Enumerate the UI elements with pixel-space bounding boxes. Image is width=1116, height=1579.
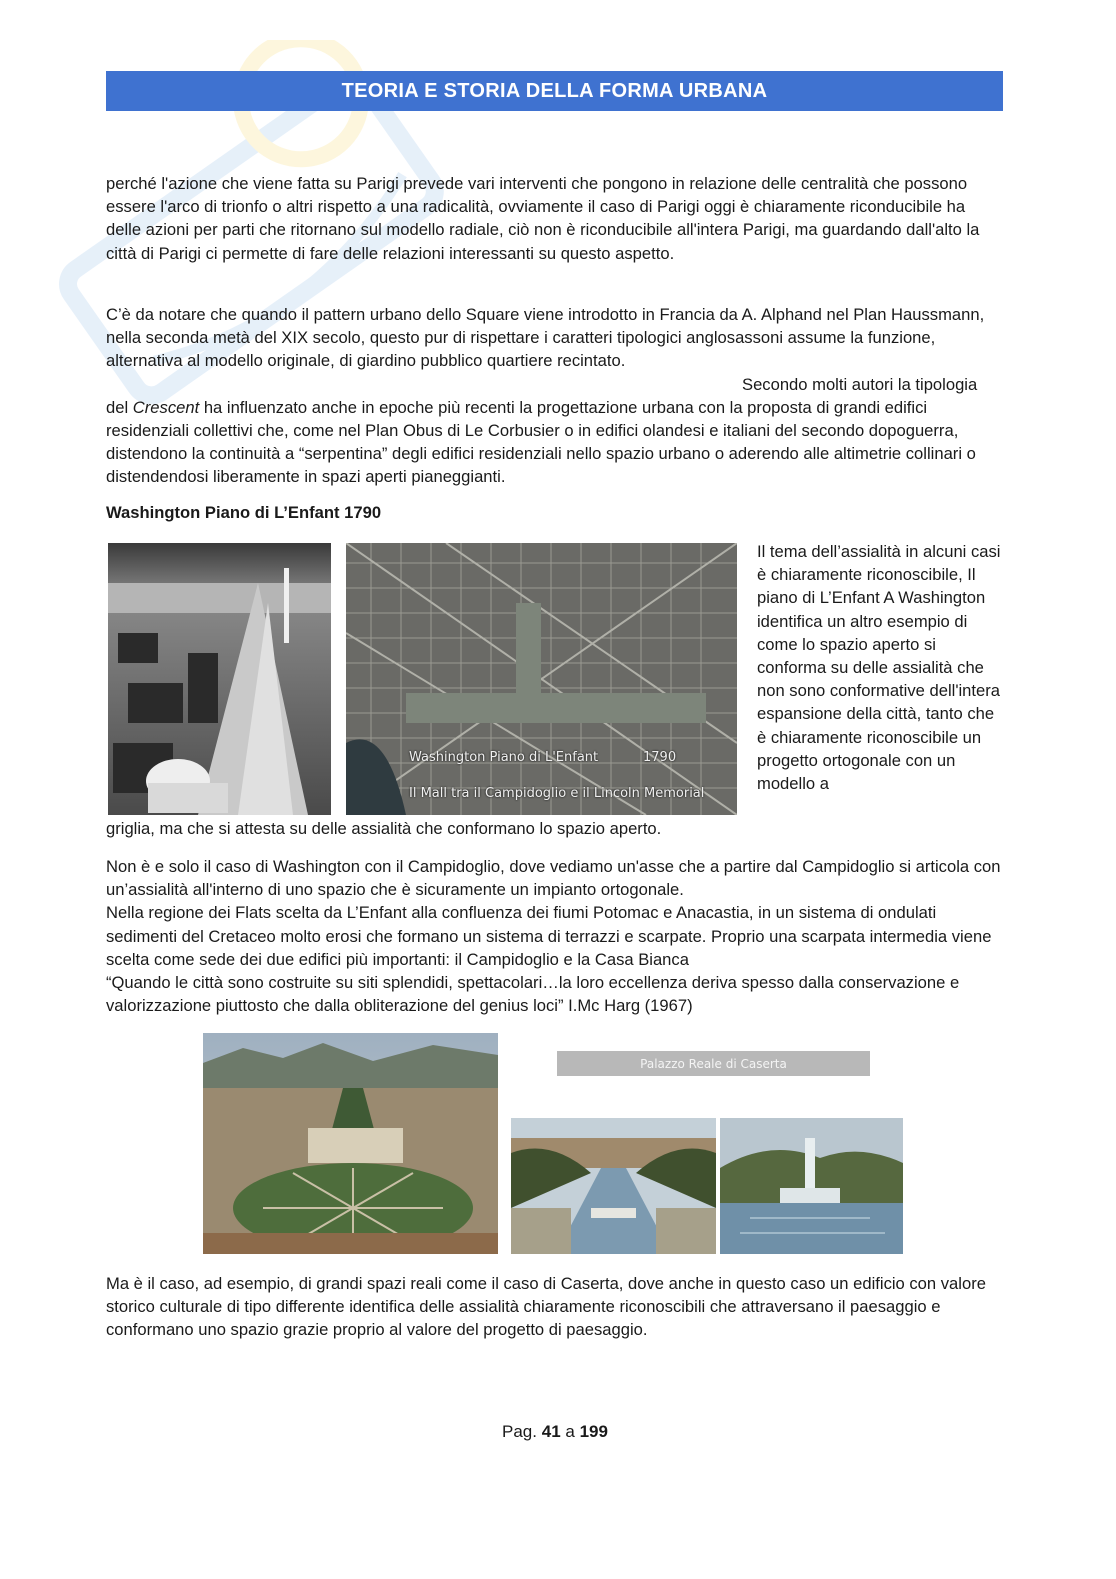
page-prefix: Pag.	[502, 1422, 537, 1441]
paragraph-crescent-lead: Secondo molti autori la tipologia del	[106, 374, 978, 417]
crescent-italic: Crescent	[132, 397, 200, 417]
washington-lenfant-map	[346, 543, 737, 815]
map-label-title: Washington Piano di L'Enfant	[409, 750, 599, 765]
caserta-aerial-photo	[203, 1033, 498, 1254]
header-bar	[106, 71, 1003, 111]
washington-aerial-photo	[108, 543, 331, 815]
paragraph-square-text: C’è da notare che quando il pattern urbano dello Square viene introdotto in Francia da A. Alphand nel Plan Haussmann, nella seconda metà del XIX secolo, questo pur di rispettare i caratteri tipologici anglosassoni assume la funzione, alternativa al modello originale, di giardino pubblico quartiere recintato.	[106, 305, 985, 371]
section-title-washington: Washington Piano di L’Enfant 1790	[106, 503, 382, 522]
caserta-caption: Palazzo Reale di Caserta	[557, 1051, 870, 1076]
map-label-year: 1790	[643, 750, 677, 765]
page-separator: a	[565, 1422, 575, 1441]
page-number	[0, 1422, 1110, 1442]
caserta-fountain-photo	[511, 1118, 716, 1254]
wrap-text-grid: griglia, ma che si attesta su delle assialità che conformano lo spazio aperto.	[106, 819, 662, 838]
map-label-mall: Il Mall tra il Campidoglio e il Lincoln Memorial	[409, 786, 705, 801]
paragraph-caserta: Ma è il caso, ad esempio, di grandi spazi reali come il caso di Caserta, dove anche in questo caso un edificio con valore storico culturale di tipo differente identifica delle assialità chiaramente riconoscibili che attraversano il paesaggio e conformano uno spazio grazie proprio al valore del progetto di paesaggio.	[106, 1274, 986, 1340]
caserta-cascade-photo	[720, 1118, 903, 1254]
paragraph-washington-quote: “Quando le città sono costruite su siti splendidi, spettacolari…la loro eccellenza deriva spesso dalla conservazione e valorizzazione piuttosto che dalla obliterazione del genius loci” I.Mc Harg (1967)	[106, 973, 960, 1016]
side-text-axiality: Il tema dell’assialità in alcuni casi è chiaramente riconoscibile, Il piano di L’Enfant A Washington identifica un altro esempio di come lo spazio aperto si conforma su delle assialità che non sono conformative dell'intera espansione della città, tanto che è chiaramente riconoscibile un progetto ortogonale con un modello a	[757, 542, 1001, 794]
paragraph-washington-line2: Nella regione dei Flats scelta da L’Enfant alla confluenza dei fiumi Potomac e Anacastia, in un sistema di ondulati sedimenti del Cretaceo molto erosi che formano un sistema di terrazzi e scarpate. Proprio una scarpata intermedia viene scelta come sede dei due edifici più importanti: il Campidoglio e la Casa Bianca	[106, 903, 992, 969]
paragraph-square-crescent	[106, 303, 1003, 489]
paragraph-washington	[106, 855, 1003, 1017]
page-total: 199	[579, 1422, 608, 1441]
paragraph-washington-line1: Non è e solo il caso di Washington con il Campidoglio, dove vediamo un'asse che a partire dal Campidoglio si articola con un’assialità all'interno di uno spazio che è sicuramente un impianto ortogonale.	[106, 857, 1001, 900]
page-current: 41	[541, 1422, 561, 1441]
paragraph-paris: perché l'azione che viene fatta su Parigi prevede vari interventi che pongono in relazione delle centralità che possono essere l'arco di trionfo o altri rispetto a una radicalità, ovviamente il caso di Parigi oggi è chiaramente riconducibile ha delle azioni per parti che ritornano sul modello radiale, ciò non è riconducibile all'intera Parigi, ma guardando dall'alto la città di Parigi ci permette di fare delle relazioni interessanti su questo aspetto.	[106, 174, 980, 263]
paragraph-crescent-text: ha influenzato anche in epoche più recenti la progettazione urbana con la proposta di grandi edifici residenziali collettivi che, come nel Plan Obus di Le Corbusier o in edifici olandesi e italiani del secondo dopoguerra, distendono la continuità a “serpentina” degli edifici residenziali nello spazio urbano o aderendo alle altimetrie collinari o distendendosi liberamente in spazi aperti pianeggianti.	[106, 397, 976, 487]
document-title: TEORIA E STORIA DELLA FORMA URBANA	[341, 79, 768, 102]
